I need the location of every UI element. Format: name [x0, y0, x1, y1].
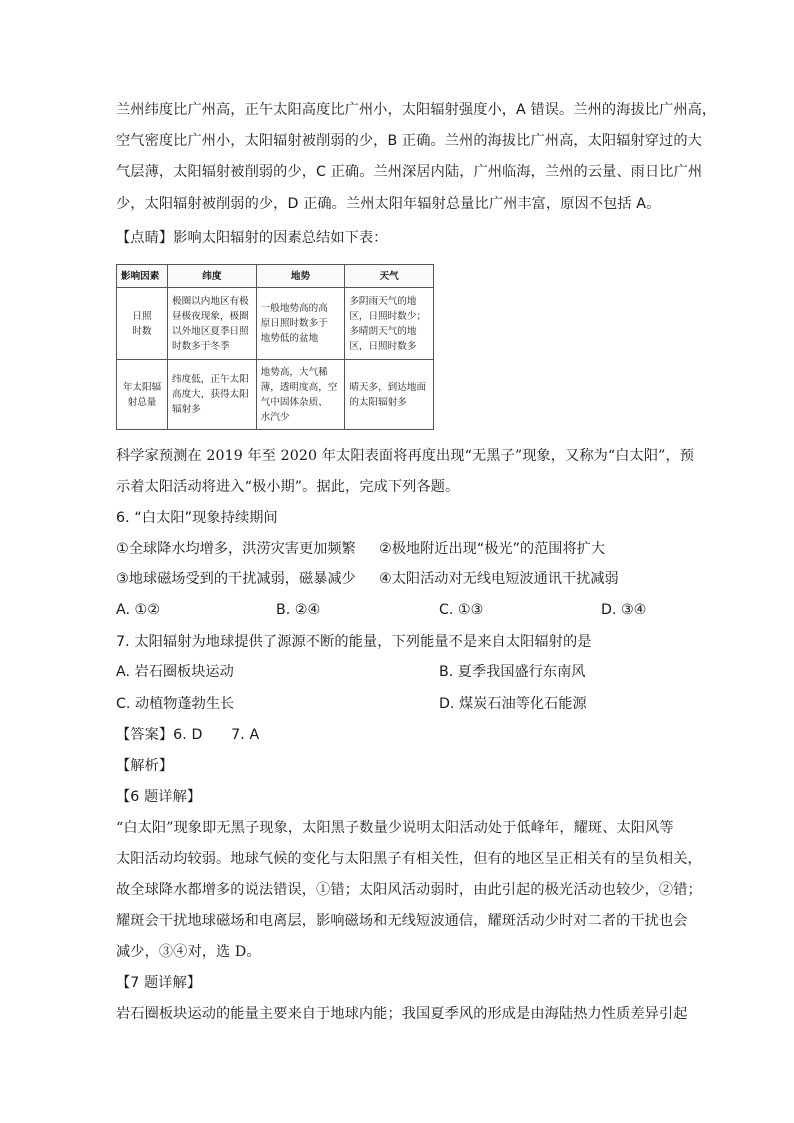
table-cell-latitude: [168, 288, 257, 360]
paragraph-line: 气层薄，太阳辐射被削弱的少，C 正确。兰州深居内陆，广州临海，兰州的云量、雨日比广州: [116, 164, 703, 180]
q6-option-a: A. ①②: [116, 602, 160, 618]
q6-statement: ②极地附近出现“极光”的范围将扩大: [379, 541, 606, 557]
table-cell-line: 原日照时数多于: [260, 318, 328, 329]
q6-option-d: D. ③④: [601, 602, 647, 618]
table-cell-line: 日照: [132, 310, 152, 322]
q6-statement: ③地球磁场受到的干扰减弱，磁暴减少: [116, 571, 356, 587]
table-cell-line: 区，日照时数多: [349, 340, 417, 352]
table-row-label: [117, 360, 168, 430]
intro-line: 示着太阳活动将进入“极小期”。据此，完成下列各题。: [116, 479, 460, 495]
q6-detail-label: 【6 题详解】: [116, 789, 202, 805]
table-row-label: [117, 288, 168, 360]
table-header: 天气: [345, 265, 434, 288]
paragraph-line: 少，太阳辐射被削弱的少，D 正确。兰州太阳年辐射总量比广州丰富，原因不包括 A。: [116, 196, 661, 212]
table-cell-line: 一般地势高的高: [260, 303, 328, 314]
table-cell-line: 射总量: [127, 396, 157, 408]
q6-option-b: B. ②④: [276, 602, 321, 618]
table-cell-line: 极圈以内地区有极: [172, 295, 249, 307]
table-cell-line: 地势低的盆地: [260, 333, 319, 344]
factor-table: [116, 264, 434, 430]
table-cell-line: 气中固体杂质、: [260, 396, 328, 408]
table-row: [117, 288, 434, 360]
q7-option-c: C. 动植物蓬勃生长: [116, 696, 235, 712]
q7-option-b: B. 夏季我国盛行东南风: [439, 664, 586, 680]
q7-detail-line: 岩石圈板块运动的能量主要来自于地球内能；我国夏季风的形成是由海陆热力性质差异引起: [116, 1006, 688, 1022]
table-cell-line: 多晴朗天气的地: [349, 325, 417, 337]
analysis-label: 【解析】: [116, 758, 174, 774]
q6-statement: ④太阳活动对无线电短波通讯干扰减弱: [379, 571, 619, 587]
table-cell-line: 时数: [132, 325, 152, 337]
paragraph-line: 兰州纬度比广州高，正午太阳高度比广州小，太阳辐射强度小，A 错误。兰州的海拔比广州高，: [116, 102, 717, 118]
table-header: 纬度: [168, 265, 257, 288]
q7-detail-label: 【7 题详解】: [116, 975, 202, 991]
table-cell-terrain: [256, 360, 345, 430]
intro-line: 科学家预测在 2019 年至 2020 年太阳表面将再度出现“无黑子”现象，又称为“白太阳”，预: [116, 448, 695, 464]
table-cell-line: 年太阳辐: [122, 381, 162, 393]
answer-line: 【答案】6. D 7. A: [116, 727, 260, 743]
q6-statement: ①全球降水均增多，洪涝灾害更加频繁: [116, 541, 356, 557]
q7-stem: 7. 太阳辐射为地球提供了源源不断的能量，下列能量不是来自太阳辐射的是: [116, 634, 592, 650]
paragraph-line: 空气密度比广州小，太阳辐射被削弱的少，B 正确。兰州的海拔比广州高，太阳辐射穿过的大: [116, 133, 702, 149]
table-cell-line: 高度大，获得太阳: [172, 389, 249, 400]
table-cell-line: 以外地区夏季日照: [172, 325, 249, 337]
table-header: 地势: [256, 265, 345, 288]
table-cell-line: 水汽少: [260, 411, 290, 423]
table-row: [117, 360, 434, 430]
table-cell-terrain: [256, 288, 345, 360]
q7-option-d: D. 煤炭石油等化石能源: [439, 696, 587, 712]
table-cell-weather: [345, 360, 434, 430]
table-cell-line: 昼极夜现象，极圈: [172, 310, 249, 322]
table-header-row: [117, 265, 434, 288]
table-header: 影响因素: [117, 265, 168, 288]
table-cell-line: 薄，透明度高，空: [260, 381, 338, 393]
q6-detail-line: 太阳活动均较弱。地球气候的变化与太阳黑子有相关性，但有的地区呈正相关有的呈负相关，: [116, 851, 702, 867]
table-cell-latitude: [168, 360, 257, 430]
table-cell-line: 多阴雨天气的地: [349, 295, 417, 307]
q6-detail-line: 减少，③④对，选 D。: [116, 944, 261, 960]
q6-detail-line: 耀斑会干扰地球磁场和电离层，影响磁场和无线短波通信，耀斑活动少时对二者的干扰也会: [116, 913, 688, 929]
table-cell-line: 的太阳辐射多: [349, 396, 407, 408]
q7-option-a: A. 岩石圈板块运动: [116, 664, 234, 680]
table-cell-line: 辐射多: [172, 404, 201, 415]
q6-detail-line: 故全球降水都增多的说法错误，①错；太阳风活动弱时，由此引起的极光活动也较少，②错；: [116, 882, 702, 898]
table-cell-line: 区，日照时数少；: [349, 310, 427, 322]
table-cell-line: 地势高，大气稀: [260, 366, 328, 378]
table-cell-line: 纬度低，正午太阳: [172, 374, 249, 385]
q6-option-c: C. ①③: [439, 602, 484, 618]
table-cell-weather: [345, 288, 434, 360]
table-cell-line: 晴天多，到达地面: [349, 381, 427, 393]
q6-detail-line: “白太阳”现象即无黑子现象，太阳黑子数量少说明太阳活动处于低峰年，耀斑、太阳风等: [116, 820, 674, 836]
table-cell-line: 时数多于冬季: [172, 340, 230, 352]
q6-stem: 6. “白太阳”现象持续期间: [116, 510, 278, 526]
dianjing-heading: 【点睛】影响太阳辐射的因素总结如下表：: [116, 230, 388, 246]
